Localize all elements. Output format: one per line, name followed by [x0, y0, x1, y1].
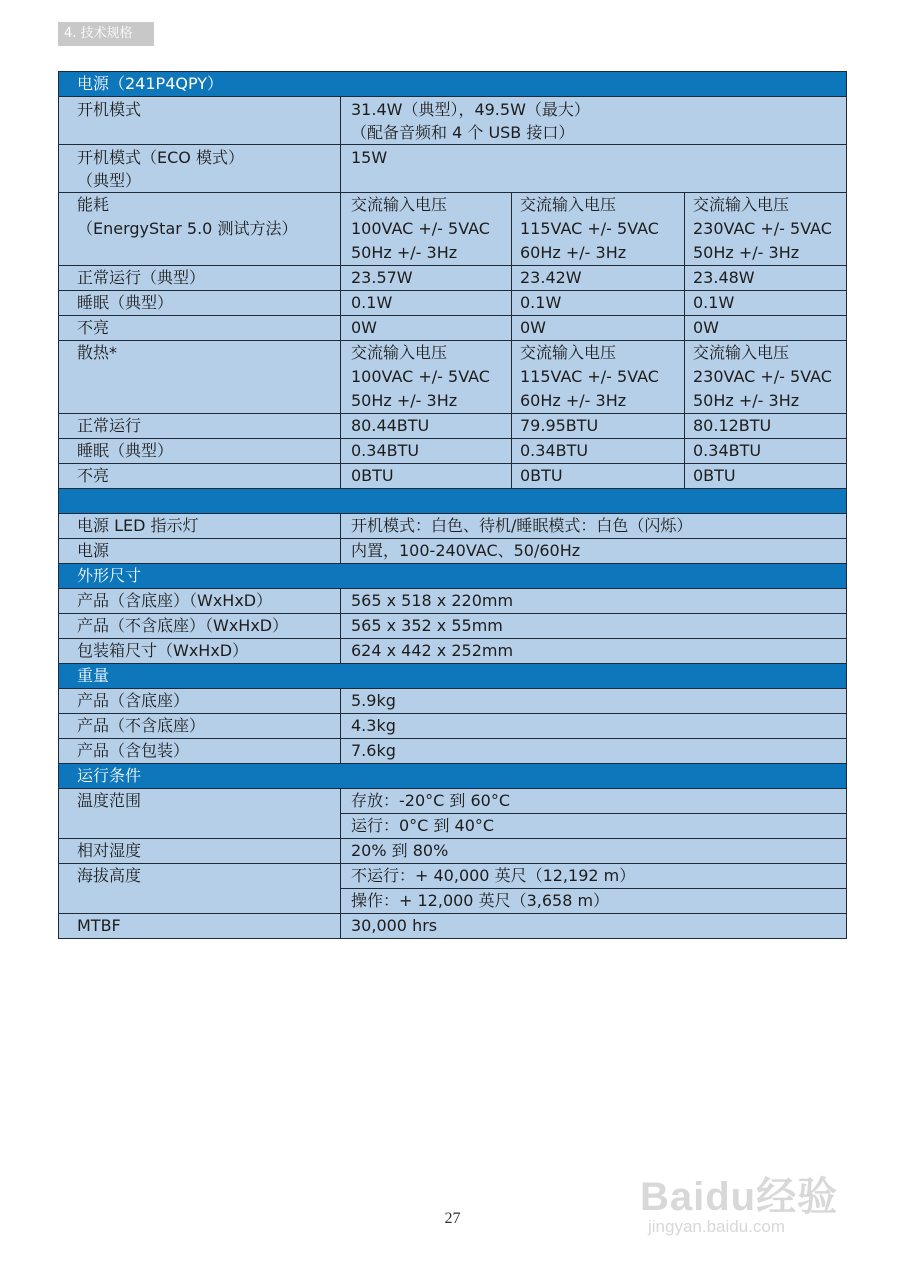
section-divider: [59, 489, 847, 514]
row-label: 产品（含包装）: [59, 739, 341, 764]
table-row: [59, 639, 847, 664]
table-row: [59, 439, 847, 464]
table-row: [59, 193, 847, 266]
weight-section-header: [59, 664, 847, 689]
row-value: 565 x 352 x 55mm: [341, 614, 847, 639]
row-value: 31.4W（典型），49.5W（最大） （配备音频和 4 个 USB 接口）: [341, 97, 847, 145]
row-label: 开机模式: [59, 97, 341, 145]
section-title: 运行条件: [59, 764, 847, 789]
row-value: 15W: [341, 145, 847, 193]
spec-table: [58, 71, 847, 939]
row-label: 产品（含底座）: [59, 689, 341, 714]
table-row: [59, 341, 847, 414]
row-value: 0W: [512, 316, 685, 341]
row-value: 0.1W: [685, 291, 847, 316]
row-label: 温度范围: [59, 789, 341, 839]
table-row: [59, 714, 847, 739]
row-value: 0W: [685, 316, 847, 341]
table-row: [59, 145, 847, 193]
table-row: [59, 689, 847, 714]
row-value: 操作：+ 12,000 英尺（3,658 m）: [341, 889, 847, 914]
row-label: 睡眠（典型）: [59, 291, 341, 316]
divider-cell: [59, 489, 847, 514]
condition-cell: 交流输入电压 115VAC +/- 5VAC 60Hz +/- 3Hz: [512, 193, 685, 266]
row-value: 运行：0°C 到 40°C: [341, 814, 847, 839]
table-row: [59, 266, 847, 291]
table-row: [59, 539, 847, 564]
row-label: 散热*: [59, 341, 341, 414]
row-label: 产品（不含底座）（WxHxD）: [59, 614, 341, 639]
row-label: 产品（含底座）（WxHxD）: [59, 589, 341, 614]
operating-section-header: [59, 764, 847, 789]
row-label: MTBF: [59, 914, 341, 939]
dimensions-section-header: [59, 564, 847, 589]
row-label: 电源: [59, 539, 341, 564]
row-value: 0W: [341, 316, 512, 341]
table-row: [59, 864, 847, 889]
condition-cell: 交流输入电压 115VAC +/- 5VAC 60Hz +/- 3Hz: [512, 341, 685, 414]
row-value: 0.34BTU: [512, 439, 685, 464]
table-row: [59, 839, 847, 864]
row-value: 20% 到 80%: [341, 839, 847, 864]
row-value: 7.6kg: [341, 739, 847, 764]
row-value: 存放：-20°C 到 60°C: [341, 789, 847, 814]
row-label: 正常运行: [59, 414, 341, 439]
row-value: 不运行：+ 40,000 英尺（12,192 m）: [341, 864, 847, 889]
row-label: 相对湿度: [59, 839, 341, 864]
row-value: 565 x 518 x 220mm: [341, 589, 847, 614]
row-label: 不亮: [59, 316, 341, 341]
table-row: [59, 789, 847, 814]
table-row: [59, 291, 847, 316]
row-value: 79.95BTU: [512, 414, 685, 439]
row-label: 包装箱尺寸（WxHxD）: [59, 639, 341, 664]
watermark-logo: Baidu经验: [640, 1175, 839, 1219]
row-value: 80.44BTU: [341, 414, 512, 439]
row-value: 80.12BTU: [685, 414, 847, 439]
row-value: 0.34BTU: [685, 439, 847, 464]
row-label: 睡眠（典型）: [59, 439, 341, 464]
row-value: 0BTU: [512, 464, 685, 489]
section-title: 电源（241P4QPY）: [59, 72, 847, 97]
row-label: 开机模式（ECO 模式） （典型）: [59, 145, 341, 193]
table-row: [59, 464, 847, 489]
row-label: 产品（不含底座）: [59, 714, 341, 739]
table-row: [59, 739, 847, 764]
row-label: 海拔高度: [59, 864, 341, 914]
power-section-header: [59, 72, 847, 97]
condition-cell: 交流输入电压 100VAC +/- 5VAC 50Hz +/- 3Hz: [341, 341, 512, 414]
row-label: 电源 LED 指示灯: [59, 514, 341, 539]
condition-cell: 交流输入电压 100VAC +/- 5VAC 50Hz +/- 3Hz: [341, 193, 512, 266]
row-value: 4.3kg: [341, 714, 847, 739]
watermark: [640, 1145, 860, 1245]
row-value: 0.1W: [512, 291, 685, 316]
row-label: 能耗 （EnergyStar 5.0 测试方法）: [59, 193, 341, 266]
table-row: [59, 589, 847, 614]
condition-cell: 交流输入电压 230VAC +/- 5VAC 50Hz +/- 3Hz: [685, 341, 847, 414]
row-value: 0.1W: [341, 291, 512, 316]
row-value: 0.34BTU: [341, 439, 512, 464]
row-value: 23.57W: [341, 266, 512, 291]
row-label: 正常运行（典型）: [59, 266, 341, 291]
row-value: 5.9kg: [341, 689, 847, 714]
table-row: [59, 914, 847, 939]
watermark-url: jingyan.baidu.com: [648, 1217, 786, 1236]
row-value: 开机模式：白色、待机/睡眠模式：白色（闪烁）: [341, 514, 847, 539]
row-value: 624 x 442 x 252mm: [341, 639, 847, 664]
table-row: [59, 414, 847, 439]
row-value: 内置，100-240VAC、50/60Hz: [341, 539, 847, 564]
chapter-tab: 4. 技术规格: [58, 22, 154, 46]
row-value: 0BTU: [341, 464, 512, 489]
condition-cell: 交流输入电压 230VAC +/- 5VAC 50Hz +/- 3Hz: [685, 193, 847, 266]
table-row: [59, 97, 847, 145]
row-label: 不亮: [59, 464, 341, 489]
page-number: 27: [444, 1210, 461, 1227]
table-row: [59, 614, 847, 639]
row-value: 0BTU: [685, 464, 847, 489]
row-value: 23.48W: [685, 266, 847, 291]
table-row: [59, 514, 847, 539]
table-row: [59, 316, 847, 341]
row-value: 30,000 hrs: [341, 914, 847, 939]
section-title: 外形尺寸: [59, 564, 847, 589]
row-value: 23.42W: [512, 266, 685, 291]
section-title: 重量: [59, 664, 847, 689]
